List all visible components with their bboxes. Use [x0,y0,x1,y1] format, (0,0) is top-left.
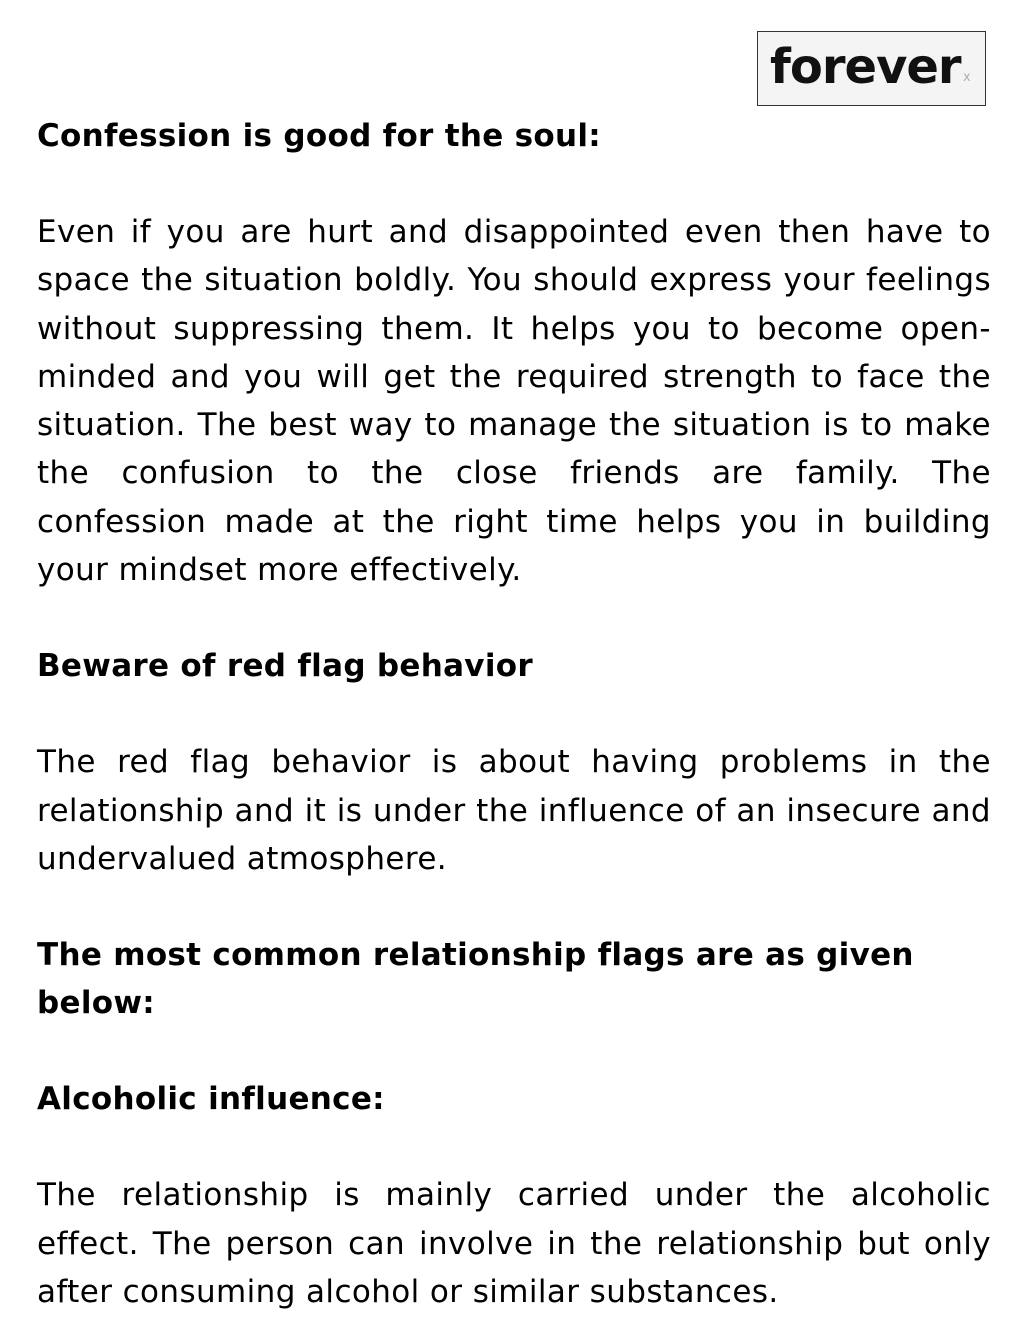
common-flags-heading: The most common relationship flags are as given below: [37,937,914,1022]
confession-paragraph: Even if you are hurt and disappointed even then have to space the situation boldly. You should express your feelings without suppressing them. It helps you to become open-minded and you will get the required strength to face the situation. The best way to manage the situation is to make the confusion to the close friends are family. The confession made at the right time helps you in building your mindset more effectively. [37,214,991,589]
brand-logo [757,31,986,106]
document-body [37,112,991,1316]
alcohol-heading: Alcoholic influence: [37,1081,385,1118]
logo-wordmark: forever [770,39,961,95]
red-flag-paragraph: The red flag behavior is about having problems in the relationship and it is under the influence of an insecure and undervalued atmosphere. [37,744,991,877]
red-flag-heading: Beware of red flag behavior [37,648,533,685]
alcohol-paragraph: The relationship is mainly carried under the alcoholic effect. The person can involve in the relationship but only after consuming alcohol or similar substances. [37,1177,991,1310]
logo-mark: x [963,70,971,85]
confession-heading: Confession is good for the soul: [37,118,601,154]
